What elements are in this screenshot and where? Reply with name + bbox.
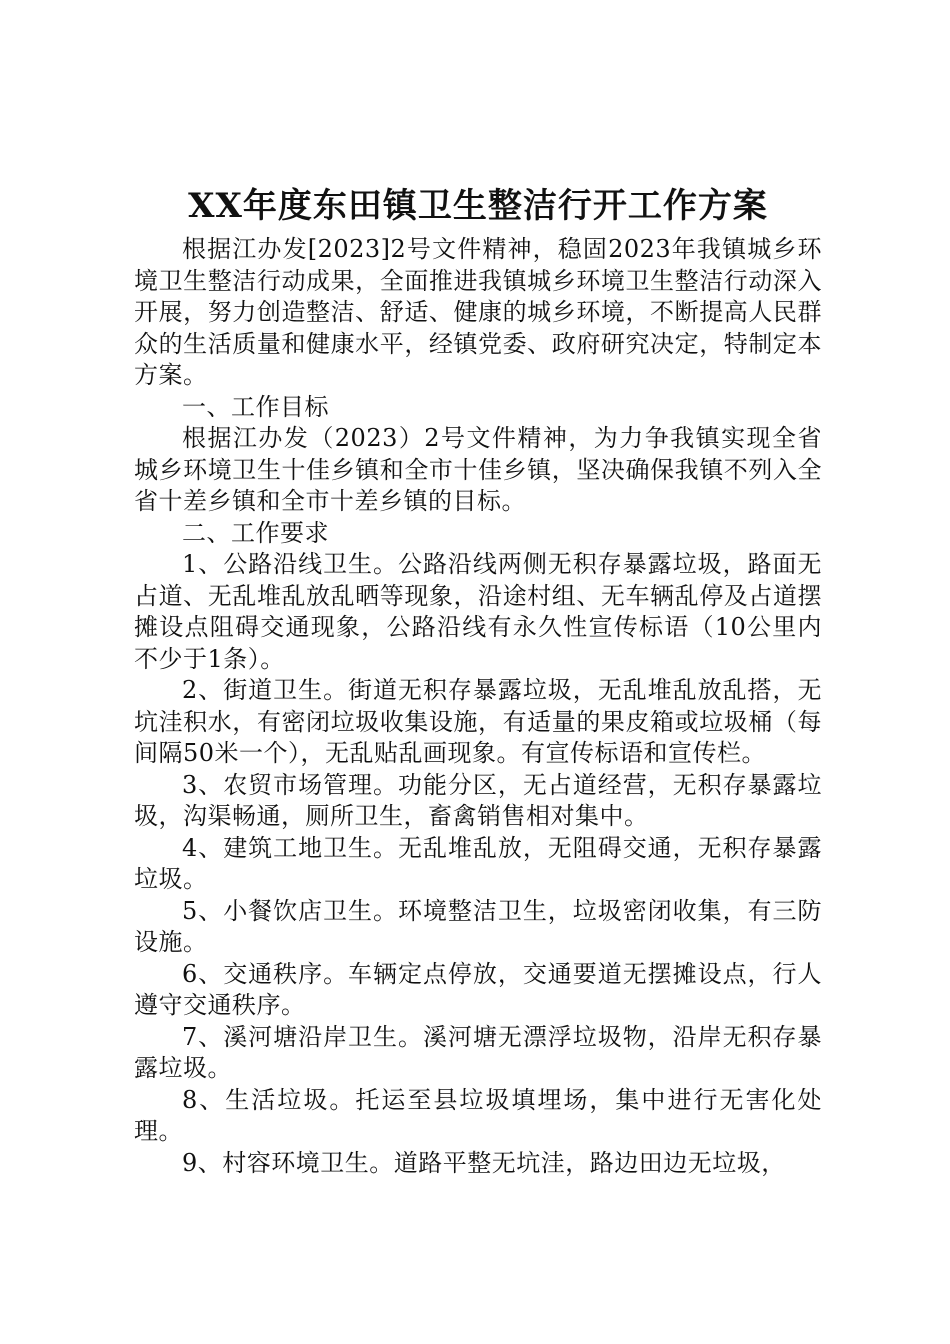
- requirement-item-3: 3、农贸市场管理。功能分区，无占道经营，无积存暴露垃圾，沟渠畅通，厕所卫生，畜禽销售相对集中。: [134, 770, 822, 830]
- requirement-item-7: 7、溪河塘沿岸卫生。溪河塘无漂浮垃圾物，沿岸无积存暴露垃圾。: [134, 1022, 822, 1082]
- requirement-item-4: 4、建筑工地卫生。无乱堆乱放，无阻碍交通，无积存暴露垃圾。: [134, 833, 822, 893]
- requirement-item-5: 5、小餐饮店卫生。环境整洁卫生，垃圾密闭收集，有三防设施。: [134, 896, 822, 956]
- goals-paragraph: 根据江办发（2023）2号文件精神，为力争我镇实现全省城乡环境卫生十佳乡镇和全市十佳乡镇，坚决确保我镇不列入全省十差乡镇和全市十差乡镇的目标。: [134, 424, 822, 515]
- requirement-item-1: 1、公路沿线卫生。公路沿线两侧无积存暴露垃圾，路面无占道、无乱堆乱放乱晒等现象，沿途村组、无车辆乱停及占道摆摊设点阻碍交通现象，公路沿线有永久性宣传标语（10公里内不少于1条）。: [134, 550, 822, 673]
- section-heading-goals: 一、工作目标: [182, 392, 329, 421]
- requirement-item-2: 2、街道卫生。街道无积存暴露垃圾，无乱堆乱放乱搭，无坑洼积水，有密闭垃圾收集设施，有适量的果皮箱或垃圾桶（每间隔50米一个），无乱贴乱画现象。有宣传标语和宣传栏。: [134, 676, 822, 767]
- document-title: XX年度东田镇卫生整洁行开工作方案: [188, 186, 768, 226]
- section-heading-requirements: 二、工作要求: [182, 518, 329, 547]
- intro-paragraph: 根据江办发[2023]2号文件精神，稳固2023年我镇城乡环境卫生整洁行动成果，全面推进我镇城乡环境卫生整洁行动深入开展，努力创造整洁、舒适、健康的城乡环境，不断提高人民群众的生活质量和健康水平，经镇党委、政府研究决定，特制定本方案。: [134, 235, 822, 389]
- requirement-item-8: 8、生活垃圾。托运至县垃圾填埋场，集中进行无害化处理。: [134, 1085, 822, 1145]
- requirement-item-6: 6、交通秩序。车辆定点停放，交通要道无摆摊设点，行人遵守交通秩序。: [134, 959, 822, 1019]
- requirement-item-9: 9、村容环境卫生。道路平整无坑洼，路边田边无垃圾，: [182, 1148, 786, 1177]
